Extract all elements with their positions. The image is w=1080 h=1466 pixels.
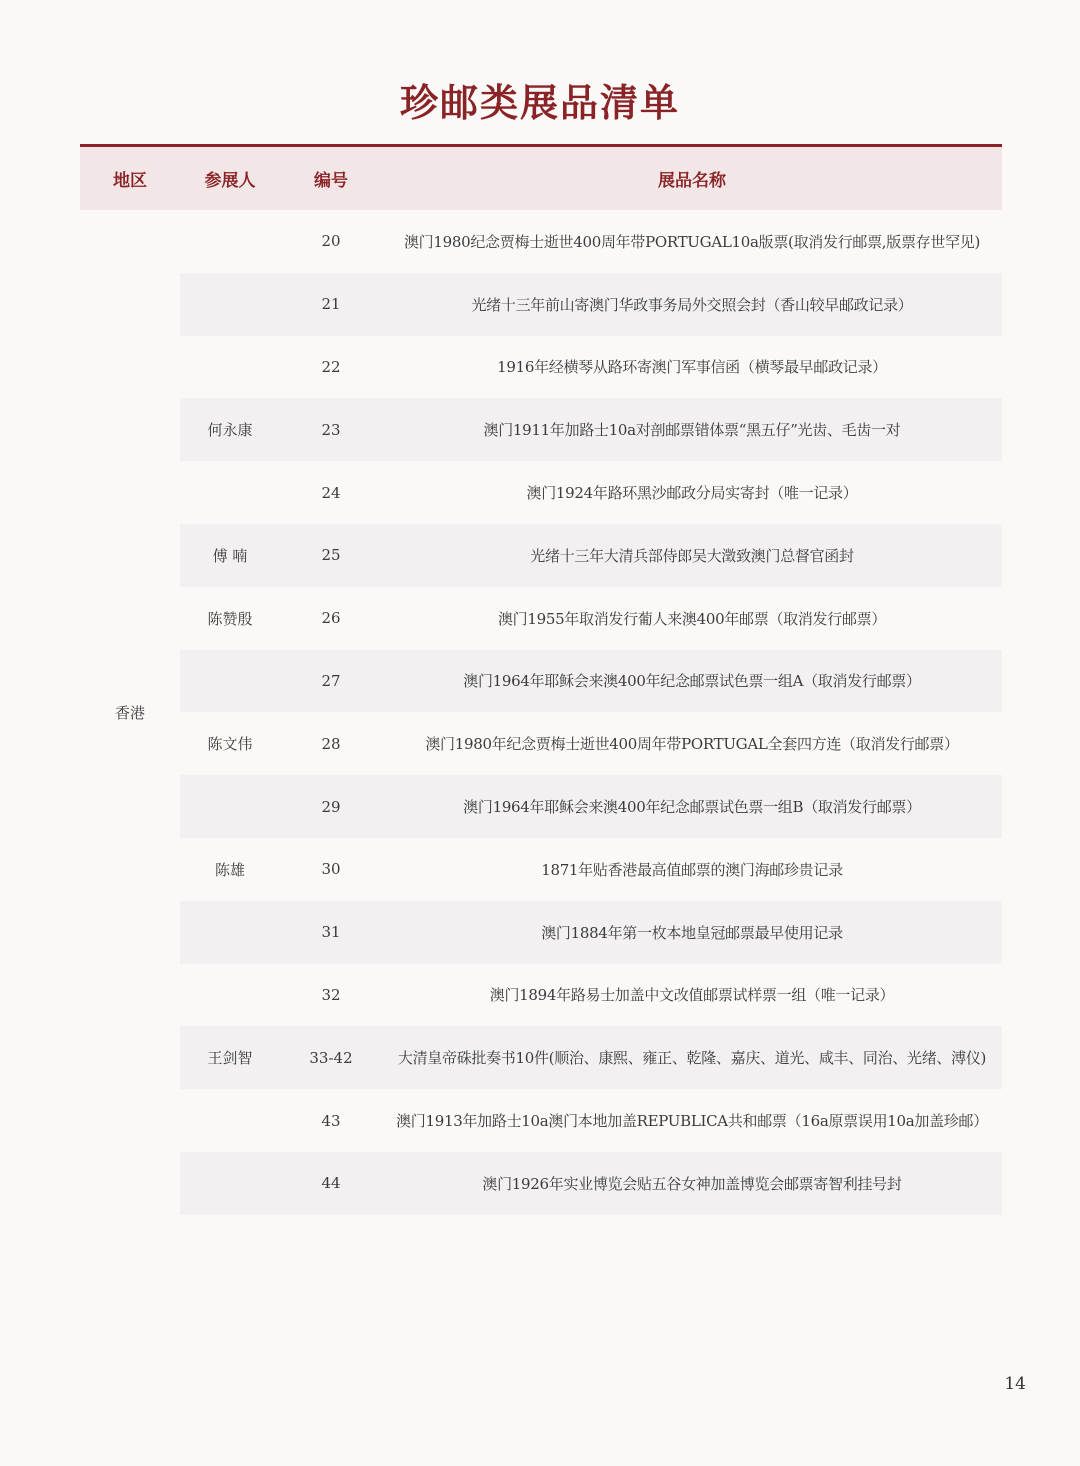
number-cell: 25 (280, 524, 382, 587)
exhibit-name-cell: 光绪十三年大清兵部侍郎吴大澂致澳门总督官函封 (382, 524, 1002, 587)
table-row (80, 1152, 1002, 1215)
header-region: 地区 (80, 147, 180, 210)
exhibit-name-cell: 光绪十三年前山寄澳门华政事务局外交照会封（香山较早邮政记录） (382, 273, 1002, 336)
page-title: 珍邮类展品清单 (399, 80, 680, 125)
table-row (80, 273, 1002, 336)
number-cell: 32 (280, 964, 382, 1027)
number-cell: 29 (280, 775, 382, 838)
table-row (80, 712, 1002, 775)
number-cell: 31 (280, 901, 382, 964)
exhibitor-cell: 陈文伟 (180, 712, 280, 775)
exhibit-name-cell: 大清皇帝硃批奏书10件(顺治、康熙、雍正、乾隆、嘉庆、道光、咸丰、同治、光绪、溥仪) (382, 1026, 1002, 1089)
exhibitor-cell (180, 461, 280, 524)
exhibit-name-cell: 澳门1884年第一枚本地皇冠邮票最早使用记录 (382, 901, 1002, 964)
exhibit-name-cell: 澳门1913年加路士10a澳门本地加盖REPUBLICA共和邮票（16a原票误用10a加盖珍邮） (382, 1089, 1002, 1152)
number-cell: 23 (280, 398, 382, 461)
exhibit-name-cell: 澳门1955年取消发行葡人来澳400年邮票（取消发行邮票） (382, 587, 1002, 650)
exhibit-name-cell: 澳门1980纪念贾梅士逝世400周年带PORTUGAL10a版票(取消发行邮票,版票存世罕见) (382, 210, 1002, 273)
exhibitor-cell (180, 1089, 280, 1152)
exhibit-name-cell: 澳门1924年路环黑沙邮政分局实寄封（唯一记录） (382, 461, 1002, 524)
exhibitor-cell (180, 901, 280, 964)
number-cell: 21 (280, 273, 382, 336)
header-name: 展品名称 (382, 147, 1002, 210)
header-num: 编号 (280, 147, 382, 210)
number-cell: 28 (280, 712, 382, 775)
exhibit-name-cell: 1916年经横琴从路环寄澳门军事信函（横琴最早邮政记录） (382, 336, 1002, 399)
exhibit-table (80, 144, 1002, 1215)
table-row (80, 587, 1002, 650)
header-person: 参展人 (180, 147, 280, 210)
table-header-row (80, 147, 1002, 210)
exhibitor-cell (180, 964, 280, 1027)
number-cell: 24 (280, 461, 382, 524)
table-row (80, 838, 1002, 901)
number-cell: 26 (280, 587, 382, 650)
table-row (80, 901, 1002, 964)
exhibit-name-cell: 澳门1926年实业博览会贴五谷女神加盖博览会邮票寄智利挂号封 (382, 1152, 1002, 1215)
number-cell: 33-42 (280, 1026, 382, 1089)
exhibitor-cell (180, 650, 280, 713)
table-body (80, 210, 1002, 1215)
exhibitor-cell (180, 336, 280, 399)
table-row (80, 650, 1002, 713)
exhibitor-cell: 陈赞殷 (180, 587, 280, 650)
exhibitor-cell: 王剑智 (180, 1026, 280, 1089)
number-cell: 43 (280, 1089, 382, 1152)
number-cell: 44 (280, 1152, 382, 1215)
exhibitor-cell: 傅 喃 (180, 524, 280, 587)
exhibit-name-cell: 澳门1911年加路士10a对剖邮票错体票“黑五仔”光齿、毛齿一对 (382, 398, 1002, 461)
page-number: 14 (1004, 1374, 1026, 1394)
exhibitor-cell (180, 210, 280, 273)
exhibit-name-cell: 1871年贴香港最高值邮票的澳门海邮珍贵记录 (382, 838, 1002, 901)
exhibit-name-cell: 澳门1894年路易士加盖中文改值邮票试样票一组（唯一记录） (382, 964, 1002, 1027)
number-cell: 20 (280, 210, 382, 273)
exhibitor-cell: 何永康 (180, 398, 280, 461)
exhibit-name-cell: 澳门1980年纪念贾梅士逝世400周年带PORTUGAL全套四方连（取消发行邮票） (382, 712, 1002, 775)
table-row (80, 461, 1002, 524)
exhibitor-cell (180, 1152, 280, 1215)
table-row (80, 524, 1002, 587)
number-cell: 27 (280, 650, 382, 713)
table-row (80, 964, 1002, 1027)
exhibitor-cell: 陈雄 (180, 838, 280, 901)
table-row (80, 336, 1002, 399)
number-cell: 30 (280, 838, 382, 901)
exhibit-name-cell: 澳门1964年耶稣会来澳400年纪念邮票试色票一组A（取消发行邮票） (382, 650, 1002, 713)
number-cell: 22 (280, 336, 382, 399)
table-row (80, 1026, 1002, 1089)
exhibit-name-cell: 澳门1964年耶稣会来澳400年纪念邮票试色票一组B（取消发行邮票） (382, 775, 1002, 838)
table-row (80, 210, 1002, 273)
exhibitor-cell (180, 273, 280, 336)
table-row (80, 1089, 1002, 1152)
exhibitor-cell (180, 775, 280, 838)
table-row (80, 398, 1002, 461)
region-cell: 香港 (80, 210, 180, 1215)
table-row (80, 775, 1002, 838)
